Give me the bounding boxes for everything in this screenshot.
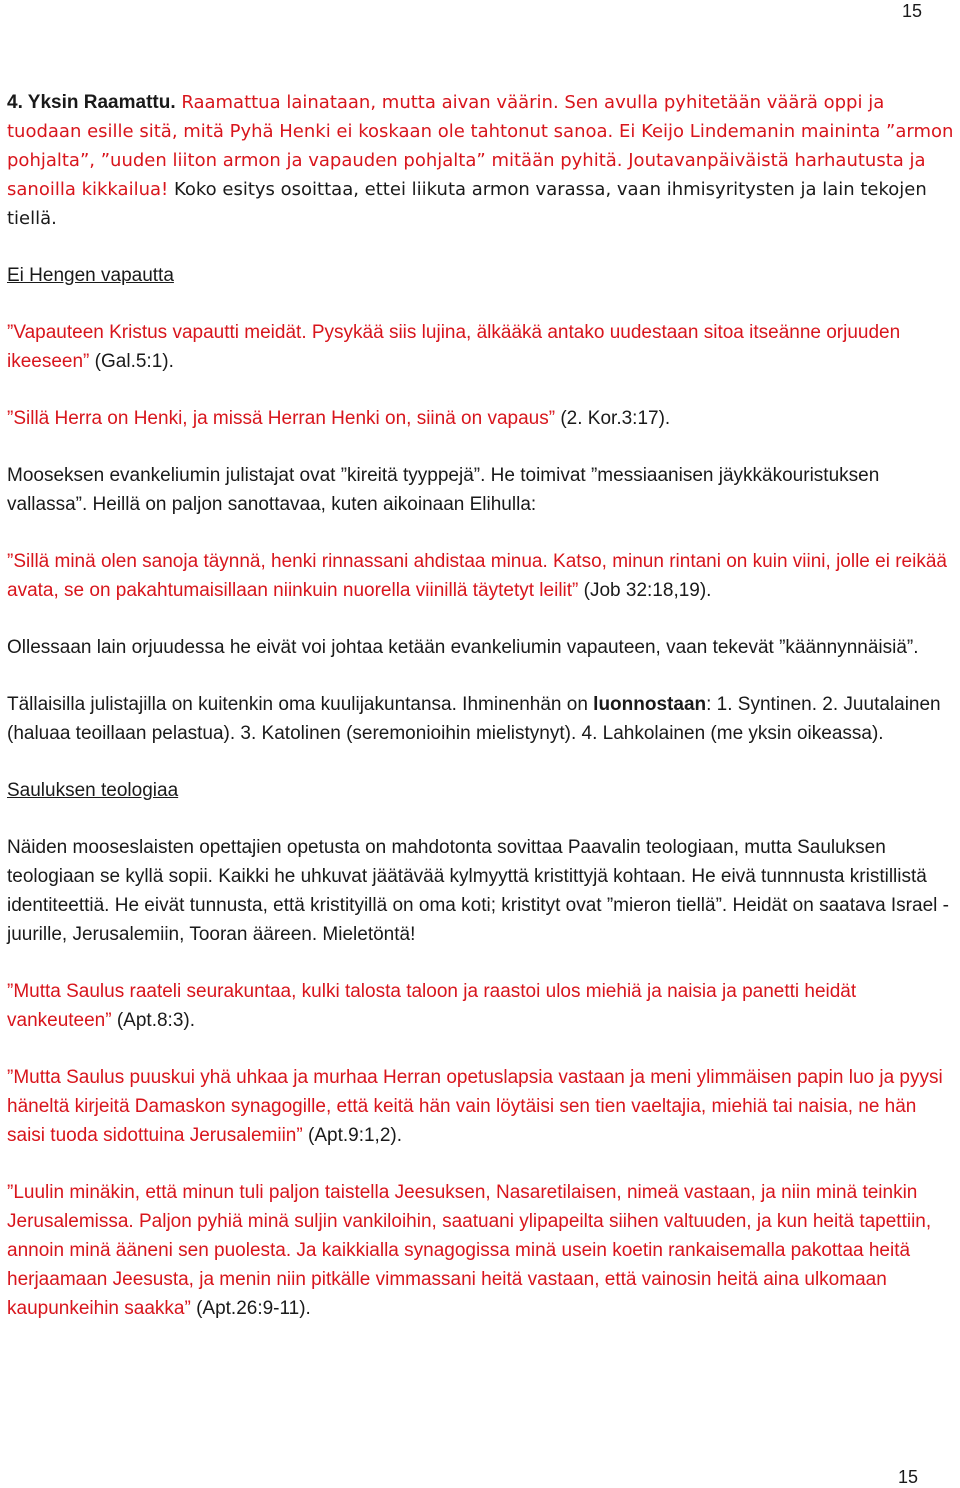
scripture-reference: (Apt.26:9-11).	[190, 1298, 311, 1319]
section-title-sauluksen-teologiaa: Sauluksen teologiaa	[7, 780, 179, 801]
quote-apt-8	[7, 977, 957, 1035]
quote-apt-9	[7, 1063, 957, 1150]
section-heading: 4. Yksin Raamattu.	[7, 92, 176, 113]
paragraph-orjuudessa: Ollessaan lain orjuudessa he eivät voi johtaa ketään evankeliumin vapauteen, vaan tekevät ”käännynnäisiä”.	[7, 637, 919, 658]
scripture-quote: ”Luulin minäkin, että minun tuli paljon taistella Jeesuksen, Nasaretilaisen, nimeä vastaan, ja niin minä teinkin Jerusalemissa. Paljon pyhiä minä suljin vankiloihin, saatuani ylipapeilta siihen valtuuden, ja kun heitä tapettiin, annoin minä ääneni sen puolesta. Ja kaikkialla synagogissa minä usein koetin rankaisemalla pakottaa heitä herjaamaan Jeesusta, ja menin niin pitkälle vimmassani heitä vastaan, että vainosin heitä aina ulkomaan kaupunkeihin saakka”	[7, 1182, 932, 1319]
commentary: Koko esitys osoittaa, ettei liikuta armon varassa, vaan ihmisyritysten ja lain tekojen tiellä.	[7, 179, 927, 229]
paragraph-mooseksen: Mooseksen evankeliumin julistajat ovat ”kireitä tyyppejä”. He toimivat ”messiaanisen jäykkäkouristuksen vallassa”. Heillä on paljon sanottavaa, kuten aikoinaan Elihulla:	[7, 465, 880, 515]
paragraph-yksin-raamattu	[7, 88, 957, 233]
scripture-quote: ”Sillä minä olen sanoja täynnä, henki rinnassani ahdistaa minua. Katso, minun rintani on kuin viini, jolle ei reikää avata, se on pakahtumaisillaan niinkuin nuorella viinillä täytetyt leilit”	[7, 551, 947, 601]
quote-apt-26	[7, 1178, 957, 1323]
page-number-bottom: 15	[897, 1467, 918, 1487]
bold-term: luonnostaan	[593, 694, 707, 715]
scripture-reference: (Gal.5:1).	[89, 351, 174, 372]
scripture-quote: ”Sillä Herra on Henki, ja missä Herran Henki on, siinä on vapaus”	[7, 408, 556, 429]
scripture-reference: (2. Kor.3:17).	[555, 408, 671, 429]
page-number-top: 15	[901, 1, 922, 21]
quote-gal	[7, 318, 957, 376]
red-commentary: Raamattua lainataan, mutta aivan väärin. Sen avulla pyhitetään väärä oppi ja tuodaan esille sitä, mitä Pyhä Henki ei koskaan ole tahtonut sanoa. Ei Keijo Lindemanin maininta ”armon pohjalta”, ”uuden liiton armon ja vapauden pohjalta” mitään pyhitä. Joutavanpäiväistä harhautusta ja sanoilla kikkailua!	[7, 92, 954, 200]
scripture-quote: ”Vapauteen Kristus vapautti meidät. Pysykää siis lujina, älkääkä antako uudestaan sitoa itseänne orjuuden ikeeseen”	[7, 322, 901, 372]
paragraph-mooseslaiset: Näiden mooseslaisten opettajien opetusta on mahdotonta sovittaa Paavalin teologiaan, mutta Sauluksen teologiaan se kyllä sopii. Kaikki he uhkuvat jäätävää kylmyyttä kristittyjä kohtaan. He eivä tunnnusta kristillistä identiteettiä. He eivät tunnusta, että kristityillä on oma koti; kristityt ovat ”mieron tiellä”. Heidät on saatava Israel - juurille, Jerusalemiin, Tooran ääreen. Mieletöntä!	[7, 837, 949, 945]
scripture-reference: (Apt.9:1,2).	[302, 1125, 402, 1146]
paragraph-kuulijakunta: Tällaisilla julistajilla on kuitenkin oma kuulijakuntansa. Ihminenhän on luonnostaan: 1. Syntinen. 2. Juutalainen (haluaa teoillaan pelastua). 3. Katolinen (seremonioihin mielistynyt). 4. Lahkolainen (me yksin oikeassa).	[7, 694, 941, 744]
quote-job	[7, 547, 957, 605]
scripture-reference: (Job 32:18,19).	[578, 580, 712, 601]
document-body	[7, 88, 957, 1323]
section-title-hengen-vapautta: Ei Hengen vapautta	[7, 265, 174, 286]
scripture-reference: (Apt.8:3).	[111, 1010, 195, 1031]
quote-kor	[7, 404, 957, 433]
scripture-quote: ”Mutta Saulus puuskui yhä uhkaa ja murhaa Herran opetuslapsia vastaan ja meni ylimmäisen papin luo ja pyysi häneltä kirjeitä Damaskon synagogille, että keitä hän vain löytäisi sen tien vaeltajia, miehiä tai naisia, ne hän saisi tuoda sidottuina Jerusalemiin”	[7, 1067, 943, 1146]
scripture-quote: ”Mutta Saulus raateli seurakuntaa, kulki talosta taloon ja raastoi ulos miehiä ja naisia ja panetti heidät vankeuteen”	[7, 981, 857, 1031]
